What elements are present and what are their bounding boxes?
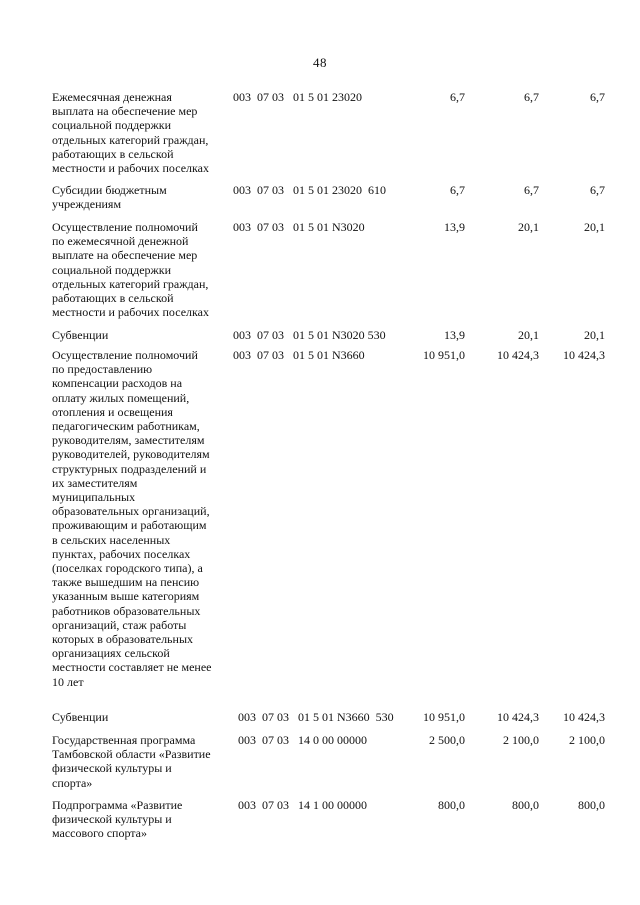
amount-year-2: 10 424,3 bbox=[497, 348, 539, 362]
classification-code: 003 07 03 01 5 01 23020 bbox=[233, 90, 362, 104]
classification-code: 003 07 03 14 0 00 00000 bbox=[238, 733, 367, 747]
row-description: Ежемесячная денежная выплата на обеспечение мер социальной поддержки отдельных категорий граждан, работающих в сельской местности и рабочих поселках bbox=[52, 90, 209, 176]
amount-year-1: 2 500,0 bbox=[429, 733, 465, 747]
classification-code: 003 07 03 01 5 01 N3020 bbox=[233, 220, 365, 234]
classification-code: 003 07 03 01 5 01 N3660 bbox=[233, 348, 365, 362]
amount-year-2: 2 100,0 bbox=[503, 733, 539, 747]
amount-year-1: 10 951,0 bbox=[423, 710, 465, 724]
row-description: Осуществление полномочий по ежемесячной денежной выплате на обеспечение мер социальной поддержки отдельных категорий граждан, работающих в сельской местности и рабочих поселках bbox=[52, 220, 209, 320]
page-number: 48 bbox=[313, 55, 327, 70]
row-description: Государственная программа Тамбовской области «Развитие физической культуры и спорта» bbox=[52, 733, 211, 790]
row-description: Осуществление полномочий по предоставлению компенсации расходов на оплату жилых помещений, отопления и освещения педагогическим работникам, руководителям, заместителям руководителей, руководителям структурных подразделений и их заместителям муниципальных образовательных организаций, проживающим и работающим в сельских населенных пунктах, рабочих поселках (поселках городского типа), а также вышедшим на пенсию указанным выше категориям работников образовательных организаций, стаж работы которых в образовательных организациях сельской местности составляет не менее 10 лет bbox=[52, 348, 212, 689]
amount-year-1: 10 951,0 bbox=[423, 348, 465, 362]
amount-year-2: 20,1 bbox=[518, 220, 539, 234]
classification-code: 003 07 03 01 5 01 23020 610 bbox=[233, 183, 386, 197]
amount-year-3: 800,0 bbox=[578, 798, 605, 812]
amount-year-3: 10 424,3 bbox=[563, 348, 605, 362]
amount-year-3: 20,1 bbox=[584, 220, 605, 234]
amount-year-2: 10 424,3 bbox=[497, 710, 539, 724]
amount-year-3: 2 100,0 bbox=[569, 733, 605, 747]
classification-code: 003 07 03 01 5 01 N3660 530 bbox=[238, 710, 394, 724]
amount-year-3: 20,1 bbox=[584, 328, 605, 342]
row-description: Субвенции bbox=[52, 328, 109, 342]
row-description: Подпрограмма «Развитие физической культуры и массового спорта» bbox=[52, 798, 183, 841]
amount-year-2: 20,1 bbox=[518, 328, 539, 342]
amount-year-1: 13,9 bbox=[444, 220, 465, 234]
amount-year-1: 800,0 bbox=[438, 798, 465, 812]
amount-year-2: 6,7 bbox=[524, 183, 539, 197]
amount-year-1: 6,7 bbox=[450, 90, 465, 104]
amount-year-3: 6,7 bbox=[590, 90, 605, 104]
amount-year-3: 6,7 bbox=[590, 183, 605, 197]
classification-code: 003 07 03 01 5 01 N3020 530 bbox=[233, 328, 386, 342]
amount-year-2: 6,7 bbox=[524, 90, 539, 104]
amount-year-1: 13,9 bbox=[444, 328, 465, 342]
row-description: Субсидии бюджетным учреждениям bbox=[52, 183, 167, 212]
classification-code: 003 07 03 14 1 00 00000 bbox=[238, 798, 367, 812]
row-description: Субвенции bbox=[52, 710, 109, 724]
amount-year-1: 6,7 bbox=[450, 183, 465, 197]
amount-year-3: 10 424,3 bbox=[563, 710, 605, 724]
amount-year-2: 800,0 bbox=[512, 798, 539, 812]
